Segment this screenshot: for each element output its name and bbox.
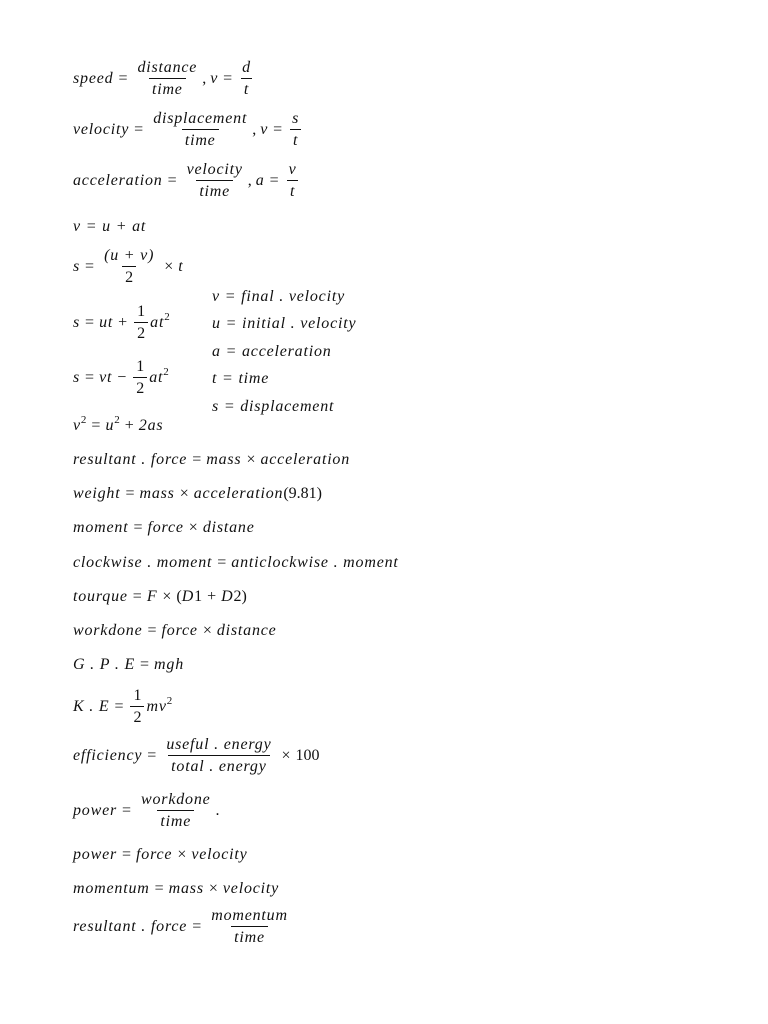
- formula-velocity: velocity = $\frac{\text{displacement}}{\text{time}}$ , v = $\frac{s}{t}$: [73, 111, 304, 149]
- definition-u: u = initial . velocity: [212, 315, 357, 332]
- definition-t: t = time: [212, 370, 270, 387]
- acceleration-fraction: $\frac{\text{velocity}}{\text{time}}$: [186, 161, 243, 200]
- formula-power-work: power = $\frac{\text{workdone}}{\text{time}}$ .: [73, 791, 220, 830]
- formula-moment-balance: clockwise . moment = anticlockwise . moment: [73, 554, 399, 571]
- formula-ke: K . E = $\frac{1}{2}$ mv $^2$: [73, 687, 173, 726]
- acceleration-symbol-fraction: $\frac{v}{t}$: [288, 161, 297, 200]
- formula-suvat-4: s = vt − $\frac{1}{2}$ at $^2$: [73, 358, 169, 397]
- formula-suvat-5: v $^2$ = u $^2$ + 2as: [73, 413, 164, 434]
- definition-v: v = final . velocity: [212, 288, 345, 305]
- formula-workdone: workdone = force × distance: [73, 622, 277, 639]
- formula-resultant-force-momentum: resultant . force = $\frac{\text{momentum}}{\text{time}}$: [73, 908, 293, 946]
- formula-gpe: G . P . E = mgh: [73, 656, 185, 673]
- suvat-3-fraction: $\frac{1}{2}$: [134, 304, 148, 342]
- velocity-symbol-fraction: $\frac{s}{t}$: [289, 111, 302, 149]
- formula-suvat-1: v = u + at: [73, 218, 147, 235]
- formula-momentum: momentum = mass × velocity: [73, 880, 280, 897]
- formula-efficiency: efficiency = $\frac{\text{useful . energy}}{\text{total . energy}}$ × 100: [73, 736, 320, 775]
- suvat-4-fraction: $\frac{1}{2}$: [133, 359, 147, 397]
- formula-suvat-2: s = $\frac{(u + v)}{2}$ × t: [73, 247, 184, 286]
- formula-power-force: power = force × velocity: [73, 846, 248, 863]
- formula-resultant-force: resultant . force = mass × acceleration: [73, 451, 351, 468]
- efficiency-fraction: $\frac{\text{useful . energy}}{\text{total . energy}}$: [166, 736, 272, 775]
- ke-fraction: $\frac{1}{2}$: [130, 688, 144, 726]
- formula-acceleration: acceleration = $\frac{\text{velocity}}{\text{time}}$ , a = $\frac{v}{t}$: [73, 162, 302, 200]
- definition-s: s = displacement: [212, 398, 335, 415]
- power-fraction: $\frac{\text{workdone}}{\text{time}}$: [141, 791, 211, 830]
- speed-symbol-fraction: $\frac{d}{t}$: [242, 59, 251, 98]
- formula-torque: tourque = F × ( D 1 + D 2 ): [73, 588, 247, 605]
- speed-fraction: $\frac{\text{distance}}{\text{time}}$: [137, 59, 198, 98]
- velocity-fraction: $\frac{\text{displacement}}{\text{time}}$: [153, 110, 248, 149]
- formula-moment: moment = force × distane: [73, 519, 255, 536]
- suvat-2-fraction: $\frac{(u + v)}{2}$: [104, 247, 155, 286]
- formula-speed: speed = $\frac{\text{distance}}{\text{time}}$ , v = $\frac{d}{t}$: [73, 60, 256, 98]
- resultant-force-fraction: $\frac{\text{momentum}}{\text{time}}$: [211, 907, 288, 946]
- formula-weight: weight = mass × acceleration (9.81): [73, 485, 322, 502]
- formula-suvat-3: s = ut + $\frac{1}{2}$ at $^2$: [73, 303, 170, 342]
- speed-lhs: speed: [73, 70, 114, 87]
- definition-a: a = acceleration: [212, 343, 332, 360]
